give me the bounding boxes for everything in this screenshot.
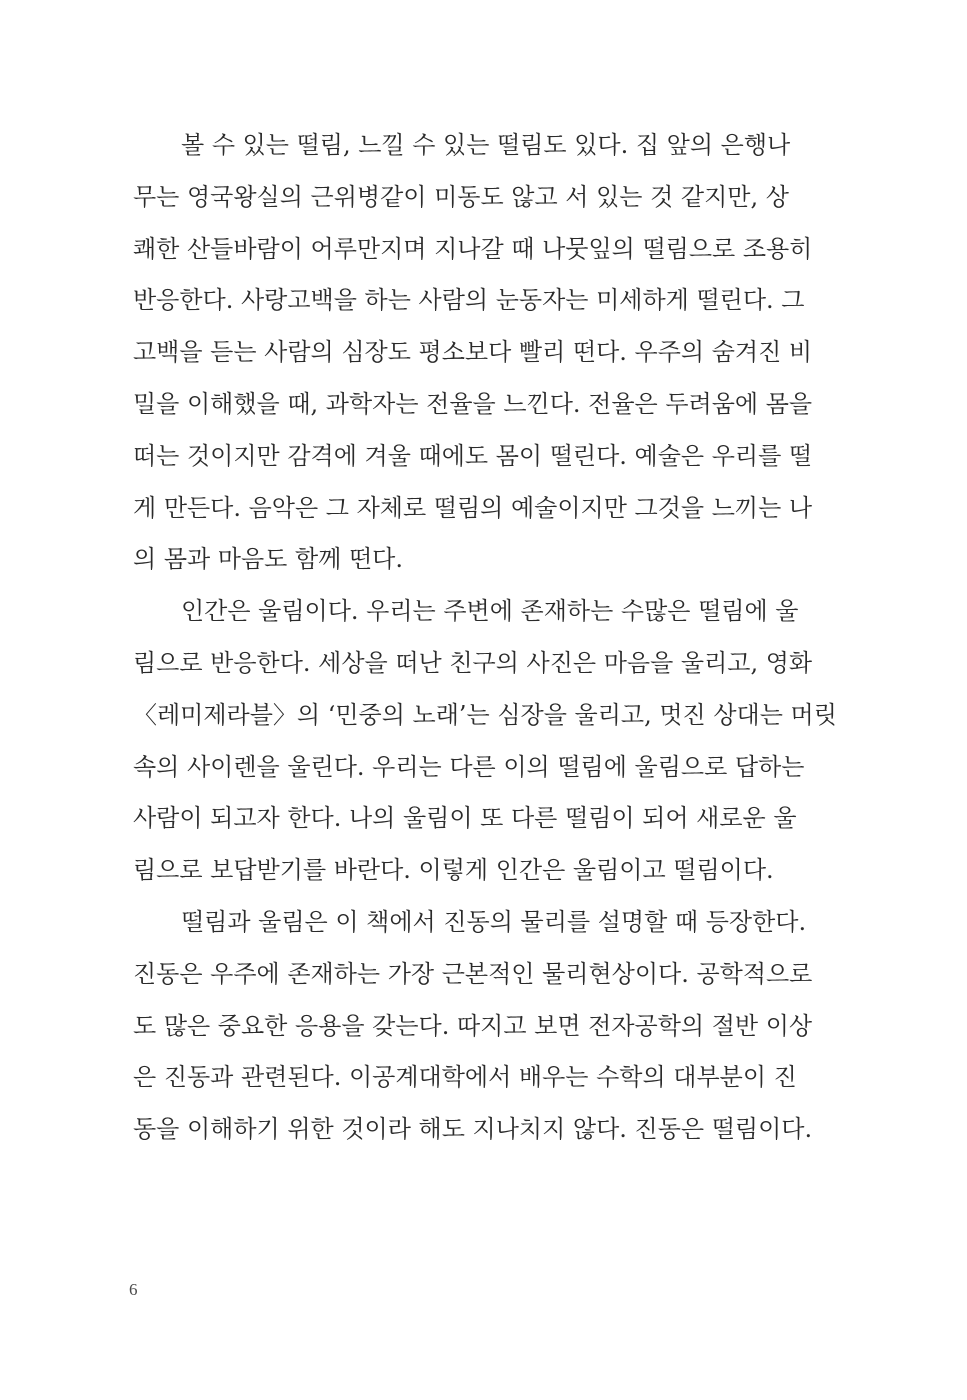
text-line: 떨림과 울림은 이 책에서 진동의 물리를 설명할 때 등장한다.: [181, 907, 807, 936]
text-line: 도 많은 중요한 응용을 갖는다. 따지고 보면 전자공학의 절반 이상: [133, 1011, 813, 1040]
text-line: 반응한다. 사랑고백을 하는 사람의 눈동자는 미세하게 떨린다. 그: [133, 286, 805, 315]
text-line: 진동은 우주에 존재하는 가장 근본적인 물리현상이다. 공학적으로: [133, 959, 813, 988]
text-line: 밀을 이해했을 때, 과학자는 전율을 느낀다. 전율은 두려움에 몸을: [133, 389, 813, 418]
text-line: 인간은 울림이다. 우리는 주변에 존재하는 수많은 떨림에 울: [181, 597, 799, 626]
text-line: 림으로 반응한다. 세상을 떠난 친구의 사진은 마음을 울리고, 영화: [133, 648, 813, 677]
text-line: 의 몸과 마음도 함께 떤다.: [133, 545, 403, 574]
text-line: 림으로 보답받기를 바란다. 이렇게 인간은 울림이고 떨림이다.: [133, 856, 774, 885]
body-text: [133, 120, 837, 1156]
text-line: 쾌한 산들바람이 어루만지며 지나갈 때 나뭇잎의 떨림으로 조용히: [133, 234, 813, 263]
text-line: 〈레미제라블〉의 ‘민중의 노래’는 심장을 울리고, 멋진 상대는 머릿: [133, 700, 837, 729]
text-line: 은 진동과 관련된다. 이공계대학에서 배우는 수학의 대부분이 진: [133, 1063, 797, 1092]
text-line: 사람이 되고자 한다. 나의 울림이 또 다른 떨림이 되어 새로운 울: [133, 804, 797, 833]
text-line: 고백을 듣는 사람의 심장도 평소보다 빨리 떤다. 우주의 숨겨진 비: [133, 338, 813, 367]
text-line: 동을 이해하기 위한 것이라 해도 지나치지 않다. 진동은 떨림이다.: [133, 1115, 813, 1144]
text-line: 볼 수 있는 떨림, 느낄 수 있는 떨림도 있다. 집 앞의 은행나: [181, 131, 791, 159]
text-line: 속의 사이렌을 울린다. 우리는 다른 이의 떨림에 울림으로 답하는: [133, 752, 805, 781]
text-line: 떠는 것이지만 감격에 겨울 때에도 몸이 떨린다. 예술은 우리를 떨: [133, 441, 813, 470]
text-line: 게 만든다. 음악은 그 자체로 떨림의 예술이지만 그것을 느끼는 나: [133, 493, 813, 522]
page-number: 6: [129, 1280, 138, 1299]
text-line: 무는 영국왕실의 근위병같이 미동도 않고 서 있는 것 같지만, 상: [133, 182, 789, 211]
